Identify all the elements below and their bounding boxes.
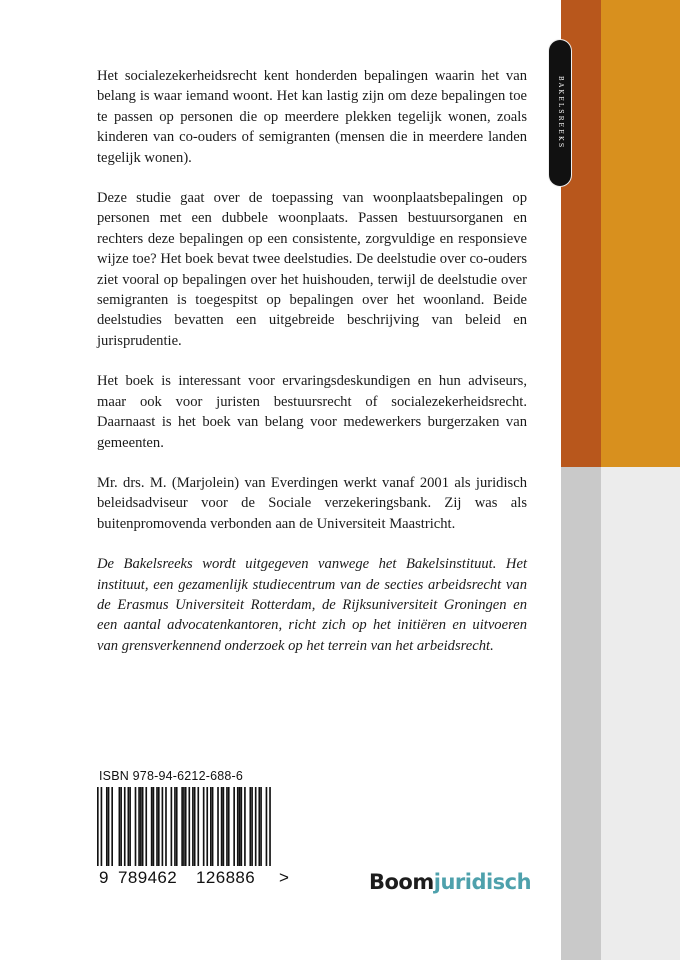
barcode-bar (226, 787, 228, 866)
barcode-bar (108, 787, 110, 866)
barcode-bar (101, 787, 103, 866)
barcode-bar (171, 787, 173, 866)
gold-stripe (601, 0, 680, 467)
barcode-bar (192, 787, 194, 866)
barcode-bar (221, 787, 223, 866)
barcode-bar (97, 787, 99, 866)
barcode-digit-first: 9 (99, 868, 109, 887)
barcode-bar (120, 787, 122, 866)
barcode-bar (212, 787, 214, 866)
barcode-bar (258, 787, 260, 866)
barcode-bar (165, 787, 167, 866)
barcode-bar (260, 787, 262, 866)
barcode-bar (181, 787, 183, 866)
barcode-bar (210, 787, 212, 866)
paragraph-author: Mr. drs. M. (Marjolein) van Everdingen werkt vanaf 2001 als juridisch beleidsadviseur voor de Sociale verzekeringsbank. Zij was als buitenpromovenda verbonden aan de Universiteit Maastricht. (97, 474, 527, 532)
barcode-bar (151, 787, 153, 866)
barcode-bar (249, 787, 251, 866)
barcode-bar (269, 787, 271, 866)
publisher-logo-juridisch: juridisch (433, 870, 532, 894)
light-gray-stripe (601, 467, 680, 960)
barcode-bar (145, 787, 147, 866)
barcode-bar (241, 787, 243, 866)
paragraph-audience: Het boek is interessant voor ervaringsdeskundigen en hun adviseurs, maar ook voor juristen bestuursrecht of socialezekerheidsrecht. Daarnaast is het boek van belang voor medewerkers burgerzaken van gemeenten. (97, 373, 527, 451)
barcode-bar (124, 787, 126, 866)
back-cover-text (97, 66, 527, 676)
barcode-bar (142, 787, 144, 866)
barcode-digits-right: 126886 (196, 868, 256, 887)
barcode-bar (251, 787, 253, 866)
barcode-bar (158, 787, 160, 866)
barcode-bar (197, 787, 199, 866)
barcode-bar (217, 787, 219, 866)
barcode-bar (244, 787, 246, 866)
barcode-bar (266, 787, 268, 866)
barcode-bar (206, 787, 208, 866)
barcode-bar (194, 787, 196, 866)
barcode-bar (111, 787, 113, 866)
barcode-bar (223, 787, 225, 866)
isbn-label: ISBN 978-94-6212-688-6 (99, 769, 244, 783)
barcode-bar (255, 787, 257, 866)
barcode-bar (135, 787, 137, 866)
series-tab-label: BAKELSREEKS (557, 76, 565, 150)
barcode-bar (185, 787, 187, 866)
paragraph-series-note: De Bakelsreeks wordt uitgegeven vanwege het Bakelsinstituut. Het instituut, een gezamenlijk studiecentrum van de secties arbeidsrecht van de Erasmus Universiteit Rotterdam, de Rijksuniversiteit Groningen en een aantal advocatenkantoren, richt zich op het initiëren en uitvoeren van grensverkennend onderzoek op het terrein van het arbeidsrecht. (97, 556, 527, 654)
barcode-bar (239, 787, 241, 866)
barcode-bar (183, 787, 185, 866)
barcode-bar (233, 787, 235, 866)
barcode-bar (174, 787, 176, 866)
barcode-bar (127, 787, 129, 866)
series-tab (549, 40, 571, 186)
barcode-bar (176, 787, 178, 866)
barcode (97, 787, 271, 866)
barcode-bar (203, 787, 205, 866)
barcode-bar (106, 787, 108, 866)
barcode-bar (129, 787, 131, 866)
gray-stripe (561, 467, 601, 960)
barcode-bar (228, 787, 230, 866)
barcode-bar (237, 787, 239, 866)
publisher-logo-boom: Boom (369, 870, 434, 894)
barcode-quiet-zone-marker: > (279, 868, 289, 887)
paragraph-study: Deze studie gaat over de toepassing van woonplaatsbepalingen op personen met een dubbele woonplaats. Passen bestuursorganen en rechters deze bepalingen op een consistente, zorgvuldige en responsieve wijze toe? Het boek bevat twee deelstudies. De deelstudie over co-ouders ziet vooral op bepalingen over het huishouden, terwijl de deelstudie over semigranten is toegespitst op bepalingen over het woonland. Beide deelstudies bevatten een uitgebreide beschrijving van beleid en jurisprudentie. (97, 190, 527, 349)
publisher-logo (369, 870, 531, 894)
barcode-bar (156, 787, 158, 866)
paragraph-intro: Het socialezekerheidsrecht kent honderden bepalingen waarin het van belang is waar iemand woont. Het kan lastig zijn om deze bepalingen toe te passen op personen die op meerdere plekken tegelijk wonen, zoals kinderen van co-ouders of semigranten (mensen die in meerdere landen tegelijk wonen). (97, 68, 527, 166)
barcode-bar (162, 787, 164, 866)
barcode-bar (188, 787, 190, 866)
barcode-bar (153, 787, 155, 866)
barcode-bar (140, 787, 142, 866)
barcode-bar (119, 787, 121, 866)
barcode-digits-left: 789462 (118, 868, 178, 887)
barcode-bar (138, 787, 140, 866)
